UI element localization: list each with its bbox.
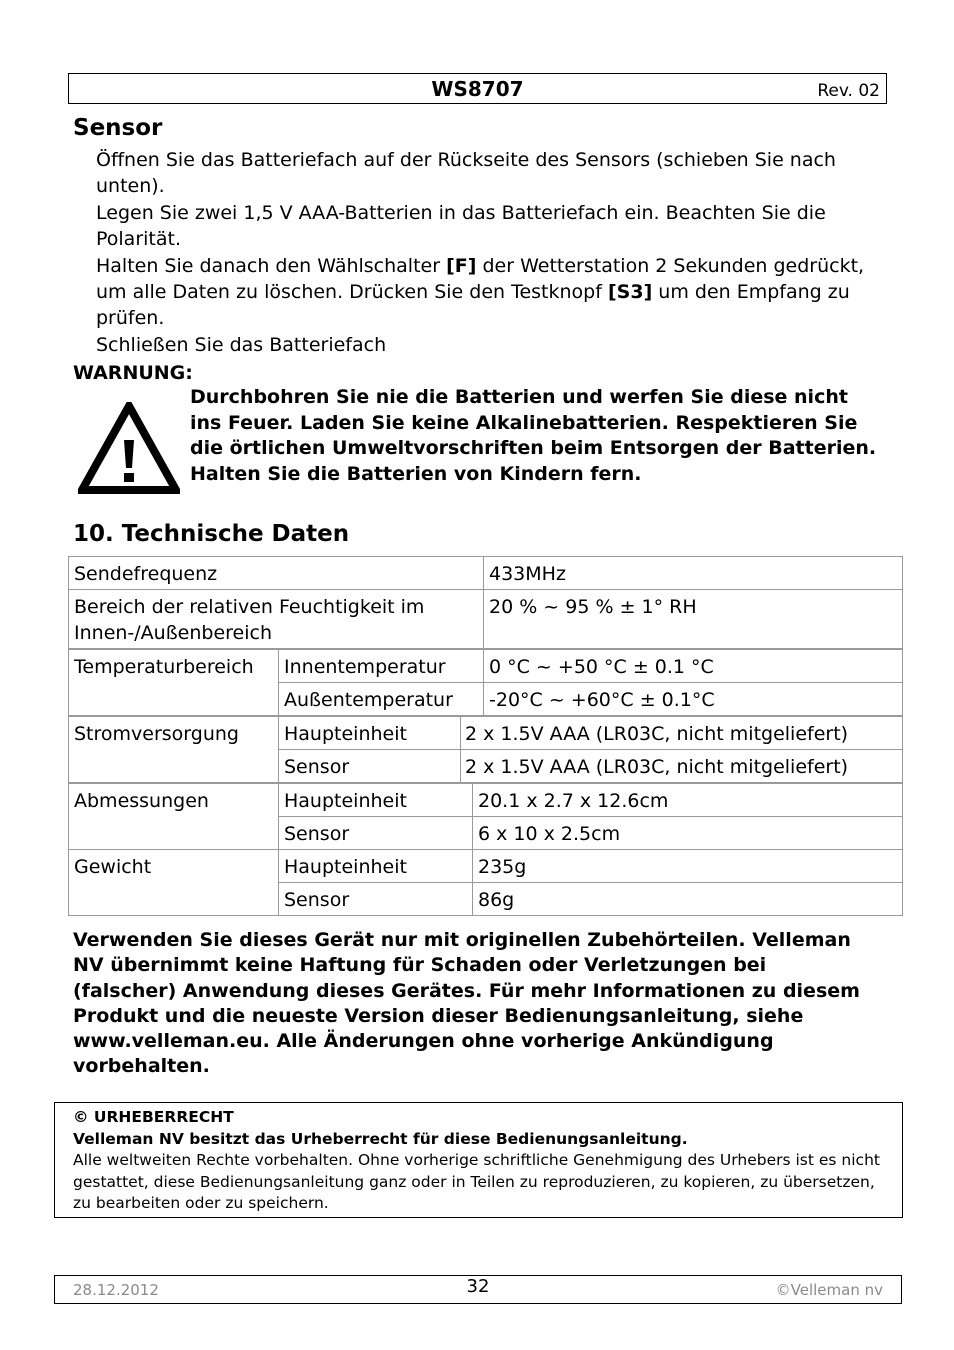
spec-value: 86g bbox=[473, 883, 903, 916]
warning-text: Durchbohren Sie nie die Batterien und werfen Sie diese nicht ins Feuer. Laden Sie keine Alkalinebatterien. Respektieren Sie die örtlichen Umweltvorschriften beim Entsorgen der Batterien. Halten Sie die Batterien von Kindern fern. bbox=[190, 386, 877, 485]
model-title: WS8707 bbox=[431, 77, 524, 101]
spec-table-power bbox=[68, 716, 903, 783]
spec-sublabel: Haupteinheit bbox=[279, 850, 473, 883]
revision-label: Rev. 02 bbox=[817, 81, 880, 101]
step-3 bbox=[96, 253, 886, 331]
step-3-text-a: Halten Sie danach den Wählschalter bbox=[96, 255, 447, 277]
spec-label: Gewicht bbox=[69, 850, 279, 916]
document-header bbox=[68, 73, 887, 104]
spec-table-temperature bbox=[68, 649, 903, 716]
copyright-body: Alle weltweiten Rechte vorbehalten. Ohne vorherige schriftliche Genehmigung des Urhebers ist es nicht gestattet, diese Bedienungsanleitung ganz oder in Teilen zu reproduzieren, zu kopieren, zu übersetzen, zu bearbeiten oder zu speichern. bbox=[73, 1151, 880, 1212]
table-row bbox=[69, 784, 903, 817]
copyright-owner: Velleman NV besitzt das Urheberrecht für diese Bedienungsanleitung. bbox=[73, 1129, 688, 1148]
spec-value: 2 x 1.5V AAA (LR03C, nicht mitgeliefert) bbox=[461, 750, 903, 783]
step-4: Schließen Sie das Batteriefach bbox=[96, 334, 387, 356]
spec-label: Stromversorgung bbox=[69, 717, 279, 783]
footer-date: 28.12.2012 bbox=[73, 1281, 159, 1299]
spec-value: 2 x 1.5V AAA (LR03C, nicht mitgeliefert) bbox=[461, 717, 903, 750]
usage-notice: Verwenden Sie dieses Gerät nur mit originellen Zubehörteilen. Velleman NV übernimmt keine Haftung für Schaden oder Verletzungen bei (falscher) Anwendung dieses Gerätes. Für mehr Informationen zu diesem Produkt und die neueste Version dieser Bedienungsanleitung, siehe www.velleman.eu. Alle Änderungen ohne vorherige Ankündigung vorbehalten. bbox=[73, 929, 860, 1078]
spec-sublabel: Haupteinheit bbox=[279, 784, 473, 817]
page-number: 32 bbox=[466, 1276, 490, 1297]
spec-value: -20°C ~ +60°C ± 0.1°C bbox=[484, 683, 903, 716]
table-row bbox=[69, 557, 903, 590]
spec-label: Sendefrequenz bbox=[69, 557, 484, 590]
copyright-box bbox=[54, 1102, 903, 1218]
warning-triangle-icon bbox=[78, 402, 180, 501]
footer-copyright: ©Velleman nv bbox=[775, 1281, 883, 1299]
table-row bbox=[69, 650, 903, 683]
spec-label: Abmessungen bbox=[69, 784, 279, 850]
key-f: [F] bbox=[446, 255, 477, 277]
table-row bbox=[69, 590, 903, 649]
spec-sublabel: Sensor bbox=[279, 883, 473, 916]
sensor-steps bbox=[96, 147, 886, 359]
spec-table-general bbox=[68, 556, 903, 649]
section-title-tech: 10. Technische Daten bbox=[73, 521, 350, 547]
step-1: Öffnen Sie das Batteriefach auf der Rückseite des Sensors (schieben Sie nach unten). bbox=[96, 149, 836, 197]
warning-label: WARNUNG: bbox=[73, 362, 193, 384]
spec-label: Bereich der relativen Feuchtigkeit im Innen-/Außenbereich bbox=[69, 590, 484, 649]
section-title-sensor: Sensor bbox=[73, 115, 163, 141]
spec-value: 20.1 x 2.7 x 12.6cm bbox=[473, 784, 903, 817]
spec-sublabel: Außentemperatur bbox=[279, 683, 484, 716]
copyright-heading: © URHEBERRECHT bbox=[73, 1108, 234, 1126]
spec-sublabel: Sensor bbox=[279, 817, 473, 850]
spec-sublabel: Haupteinheit bbox=[279, 717, 461, 750]
spec-value: 235g bbox=[473, 850, 903, 883]
spec-value: 6 x 10 x 2.5cm bbox=[473, 817, 903, 850]
table-row bbox=[69, 717, 903, 750]
spec-value: 20 % ~ 95 % ± 1° RH bbox=[484, 590, 903, 649]
key-s3: [S3] bbox=[607, 281, 653, 303]
spec-sublabel: Sensor bbox=[279, 750, 461, 783]
spec-value: 0 °C ~ +50 °C ± 0.1 °C bbox=[484, 650, 903, 683]
spec-sublabel: Innentemperatur bbox=[279, 650, 484, 683]
spec-label: Temperaturbereich bbox=[69, 650, 279, 716]
page-footer bbox=[54, 1275, 902, 1304]
step-3-text-c: um den Empfang zu prüfen. bbox=[96, 281, 850, 329]
spec-value: 433MHz bbox=[484, 557, 903, 590]
spec-table-physical bbox=[68, 783, 903, 916]
table-row bbox=[69, 850, 903, 883]
step-3-text-b: der Wetterstation 2 Sekunden gedrückt, um alle Daten zu löschen. Drücken Sie den Testknopf bbox=[96, 255, 865, 303]
step-2: Legen Sie zwei 1,5 V AAA-Batterien in das Batteriefach ein. Beachten Sie die Polarität. bbox=[96, 202, 826, 250]
